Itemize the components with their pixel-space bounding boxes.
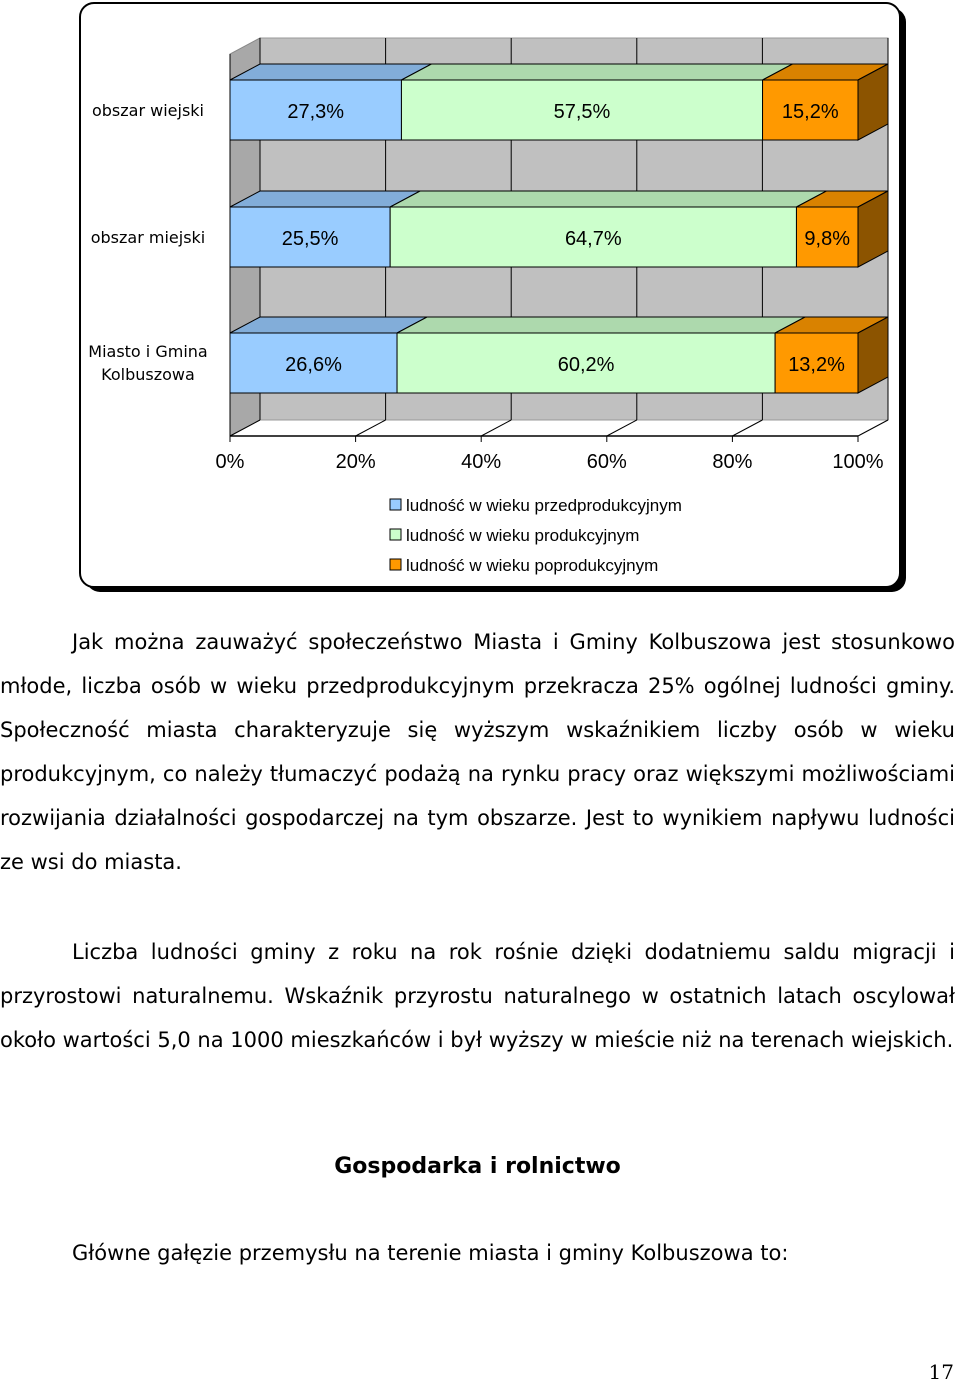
x-tick-label: 60% — [586, 451, 627, 473]
data-label: 27,3% — [287, 101, 345, 123]
data-label: 64,7% — [564, 228, 622, 250]
legend-label: ludność w wieku produkcyjnym — [406, 526, 640, 545]
legend-label: ludność w wieku poprodukcyjnym — [406, 556, 659, 575]
bar-top-face — [230, 64, 431, 80]
stacked-bar-chart — [0, 0, 960, 600]
x-tick-label: 0% — [215, 451, 245, 473]
legend-swatch — [390, 559, 401, 570]
paragraph-population-growth: Liczba ludności gminy z roku na rok rośnie dzięki dodatniemu saldu migracji i przyrostowi naturalnemu. Wskaźnik przyrostu naturalnego w ostatnich latach oscylował około wartości 5,0 na 1000 mieszkańców i był wyższy w mieście niż na terenach wiejskich. — [0, 940, 955, 1052]
legend-swatch — [390, 529, 401, 540]
data-label: 57,5% — [553, 101, 611, 123]
industry-intro: Główne gałęzie przemysłu na terenie miasta i gminy Kolbuszowa to: — [72, 1241, 789, 1265]
legend-swatch — [390, 499, 401, 510]
x-tick-label: 80% — [712, 451, 753, 473]
data-label: 25,5% — [281, 228, 339, 250]
data-label: 13,2% — [788, 354, 845, 376]
data-label: 60,2% — [557, 354, 615, 376]
legend-label: ludność w wieku przedprodukcyjnym — [406, 496, 682, 515]
bar-top-face — [230, 317, 427, 333]
category-label: Kolbuszowa — [101, 365, 195, 384]
category-label: obszar miejski — [90, 228, 206, 247]
data-label: 9,8% — [804, 228, 851, 250]
chart-figure — [0, 0, 960, 600]
x-tick-label: 20% — [335, 451, 376, 473]
data-label: 15,2% — [781, 101, 839, 123]
bar-top-face — [230, 191, 420, 207]
section-heading: Gospodarka i rolnictwo — [334, 1154, 621, 1179]
x-tick-label: 40% — [461, 451, 502, 473]
bar-top-face — [401, 64, 792, 80]
x-tick-label: 100% — [832, 451, 884, 473]
category-label: obszar wiejski — [91, 101, 205, 120]
paragraph-population-structure: Jak można zauważyć społeczeństwo Miasta i Gminy Kolbuszowa jest stosunkowo młode, liczba osób w wieku przedprodukcyjnym przekracza 25% ogólnej ludności gminy. Społeczność miasta charakteryzuje się wyższym wskaźnikiem liczby osób w wieku produkcyjnym, co należy tłumaczyć podażą na rynku pracy oraz większymi możliwościami rozwijania działalności gospodarczej na tym obszarze. Jest to wynikiem napływu ludności ze wsi do miasta. — [0, 630, 955, 874]
data-label: 26,6% — [285, 354, 342, 376]
bar-top-face — [390, 191, 826, 207]
category-label: Miasto i Gmina — [88, 342, 208, 361]
page-number: 17 — [928, 1360, 954, 1384]
bar-top-face — [397, 317, 805, 333]
